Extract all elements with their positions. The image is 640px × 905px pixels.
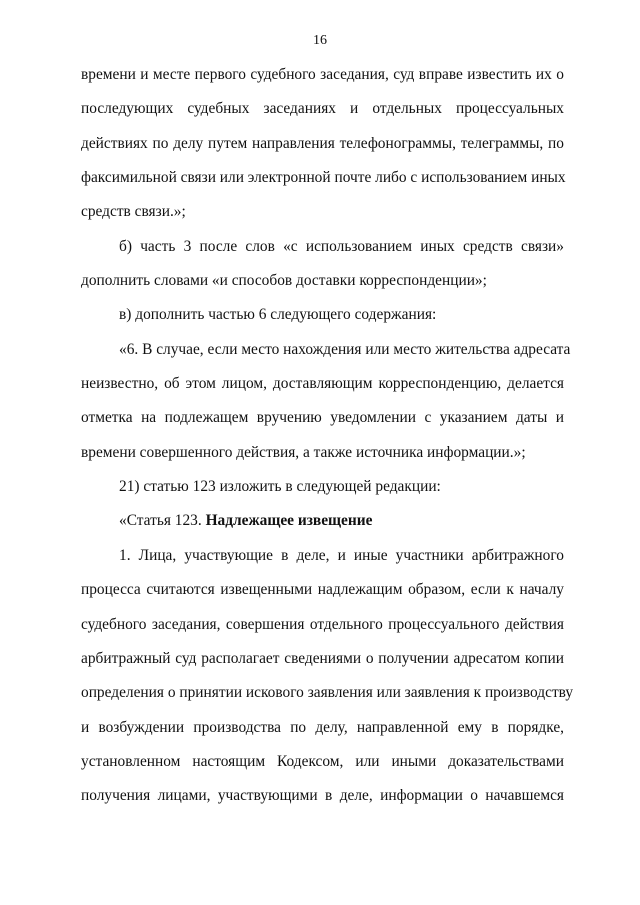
article-heading-title: Надлежащее извещение — [205, 512, 373, 530]
text-line: и возбуждении производства по делу, направленной ему в порядке, — [81, 718, 564, 736]
text-line: получения лицами, участвующими в деле, информации о начавшемся — [81, 787, 564, 805]
text-line: отметка на подлежащем вручению уведомлении с указанием даты и — [81, 409, 564, 427]
text-line: 21) статью 123 изложить в следующей редакции: — [119, 478, 441, 496]
article-heading-prefix: «Статья 123. — [119, 512, 206, 530]
text-line: судебного заседания, совершения отдельного процессуального действия — [81, 615, 564, 633]
text-line: средств связи.»; — [81, 203, 186, 221]
text-line: б) часть 3 после слов «с использованием иных средств связи» — [119, 237, 564, 255]
text-line: процесса считаются извещенными надлежащим образом, если к началу — [81, 581, 564, 599]
text-line: определения о принятии искового заявления или заявления к производству — [81, 684, 574, 702]
text-line: в) дополнить частью 6 следующего содержания: — [119, 306, 437, 324]
text-line: «6. В случае, если место нахождения или место жительства адресата — [119, 340, 571, 358]
text-line: неизвестно, об этом лицом, доставляющим корреспонденцию, делается — [81, 375, 564, 393]
text-line: действиях по делу путем направления телефонограммы, телеграммы, по — [81, 134, 564, 152]
text-line: времени и месте первого судебного заседания, суд вправе известить их о — [81, 66, 564, 83]
text-line: 1. Лица, участвующие в деле, и иные участники арбитражного — [119, 546, 564, 564]
article-heading — [81, 504, 564, 538]
page-number: 16 — [313, 33, 327, 48]
text-line: последующих судебных заседаниях и отдельных процессуальных — [81, 100, 564, 118]
text-line: арбитражный суд располагает сведениями о получении адресатом копии — [81, 649, 564, 667]
text-line: факсимильной связи или электронной почте либо с использованием иных — [81, 169, 566, 187]
text-line: установленном настоящим Кодексом, или иными доказательствами — [81, 752, 564, 770]
text-line: времени совершенного действия, а также источника информации.»; — [81, 443, 526, 461]
text-line: дополнить словами «и способов доставки корреспонденции»; — [81, 272, 487, 290]
document-body — [81, 58, 574, 814]
